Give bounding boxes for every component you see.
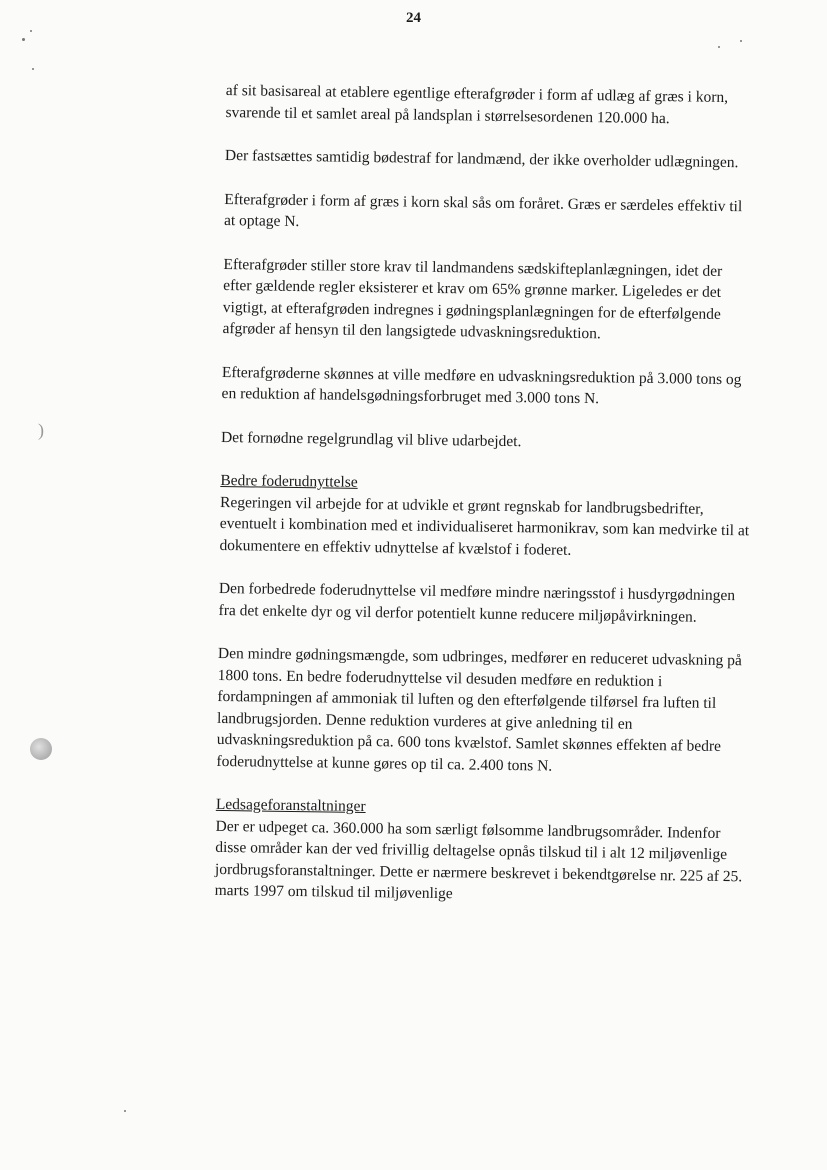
scan-speck — [718, 46, 720, 48]
paragraph: Det fornødne regelgrundlag vil blive udarbejdet. — [220, 428, 522, 450]
paragraph: Der er udpeget ca. 360.000 ha som særligt følsomme landbrugsområder. Indenfor disse områder kan der ved frivillig deltagelse opnås tilskud til i alt 12 miljøvenlige jordbrugsforanstaltninger. Dette er nærmere beskrevet i bekendtgørelse nr. 225 af 25. marts 1997 om tilskud til miljøvenlige — [214, 817, 743, 903]
document-body — [214, 80, 756, 931]
paragraph: Regeringen vil arbejde for at udvikle et grønt regnskab for landbrugsbedrifter, eventuelt i kombination med et individualiseret harmonikrav, som kan medvirke til at dokumentere en effektiv udnyttelse af kvælstof i foderet. — [219, 493, 750, 559]
punch-hole — [30, 738, 52, 760]
section-heading: Bedre foderudnyttelse — [220, 471, 358, 491]
scan-speck — [22, 38, 25, 41]
paragraph: Efterafgrøderne skønnes at ville medføre en udvaskningsreduktion på 3.000 tons og en reduktion af handelsgødningsforbruget med 3.000 tons N. — [221, 363, 742, 408]
section-foderudnyttelse — [219, 470, 750, 563]
paragraph: Efterafgrøder stiller store krav til landmandens sædskifteplanlægningen, idet der efter gældende regler eksisterer et krav om 65% grønne marker. Ligeledes er det vigtigt, at efterafgrøden indregnes i gødningsplanlægningen for de efterfølgende afgrøder af hensyn til den langsigtede udvaskningsreduktion. — [222, 255, 723, 343]
paragraph: Efterafgrøder i form af græs i korn skal sås om foråret. Græs er særdeles effektiv til at optage N. — [223, 190, 743, 231]
scan-speck — [30, 30, 32, 32]
section-ledsageforanstaltninger — [215, 794, 746, 909]
scan-speck — [740, 40, 742, 42]
paragraph: Den mindre gødningsmængde, som udbringes, medfører en reduceret udvaskning på 1800 tons. En bedre foderudnyttelse vil desuden medføre en reduktion i fordampningen af ammoniak til luften og den efterfølgende tilførsel fra luften til landbrugsjorden. Denne reduktion vurderes at give anledning til en udvaskningsreduktion på ca. 600 tons kvælstof. Samlet skønnes effekten af bedre foderudnyttelse at kunne gøres op til ca. 2.400 tons N. — [216, 644, 742, 775]
page-number: 24 — [406, 10, 421, 26]
paragraph: Der fastsættes samtidig bødestraf for landmænd, der ikke overholder udlægningen. — [224, 146, 739, 172]
section-heading: Ledsageforanstaltninger — [215, 795, 366, 816]
scan-speck — [124, 1110, 126, 1112]
scan-speck — [32, 68, 34, 70]
paragraph: Den forbedrede foderudnyttelse vil medføre mindre næringsstof i husdyrgødningen fra det enkelte dyr og vil derfor potentielt kunne reducere miljøpåvirkningen. — [218, 579, 736, 626]
paragraph: af sit basisareal at etablere egentlige efterafgrøder i form af udlæg af græs i korn, svarende til et samlet areal på landsplan i størrelsesordenen 120.000 ha. — [225, 81, 729, 127]
scan-mark: ) — [38, 420, 44, 440]
